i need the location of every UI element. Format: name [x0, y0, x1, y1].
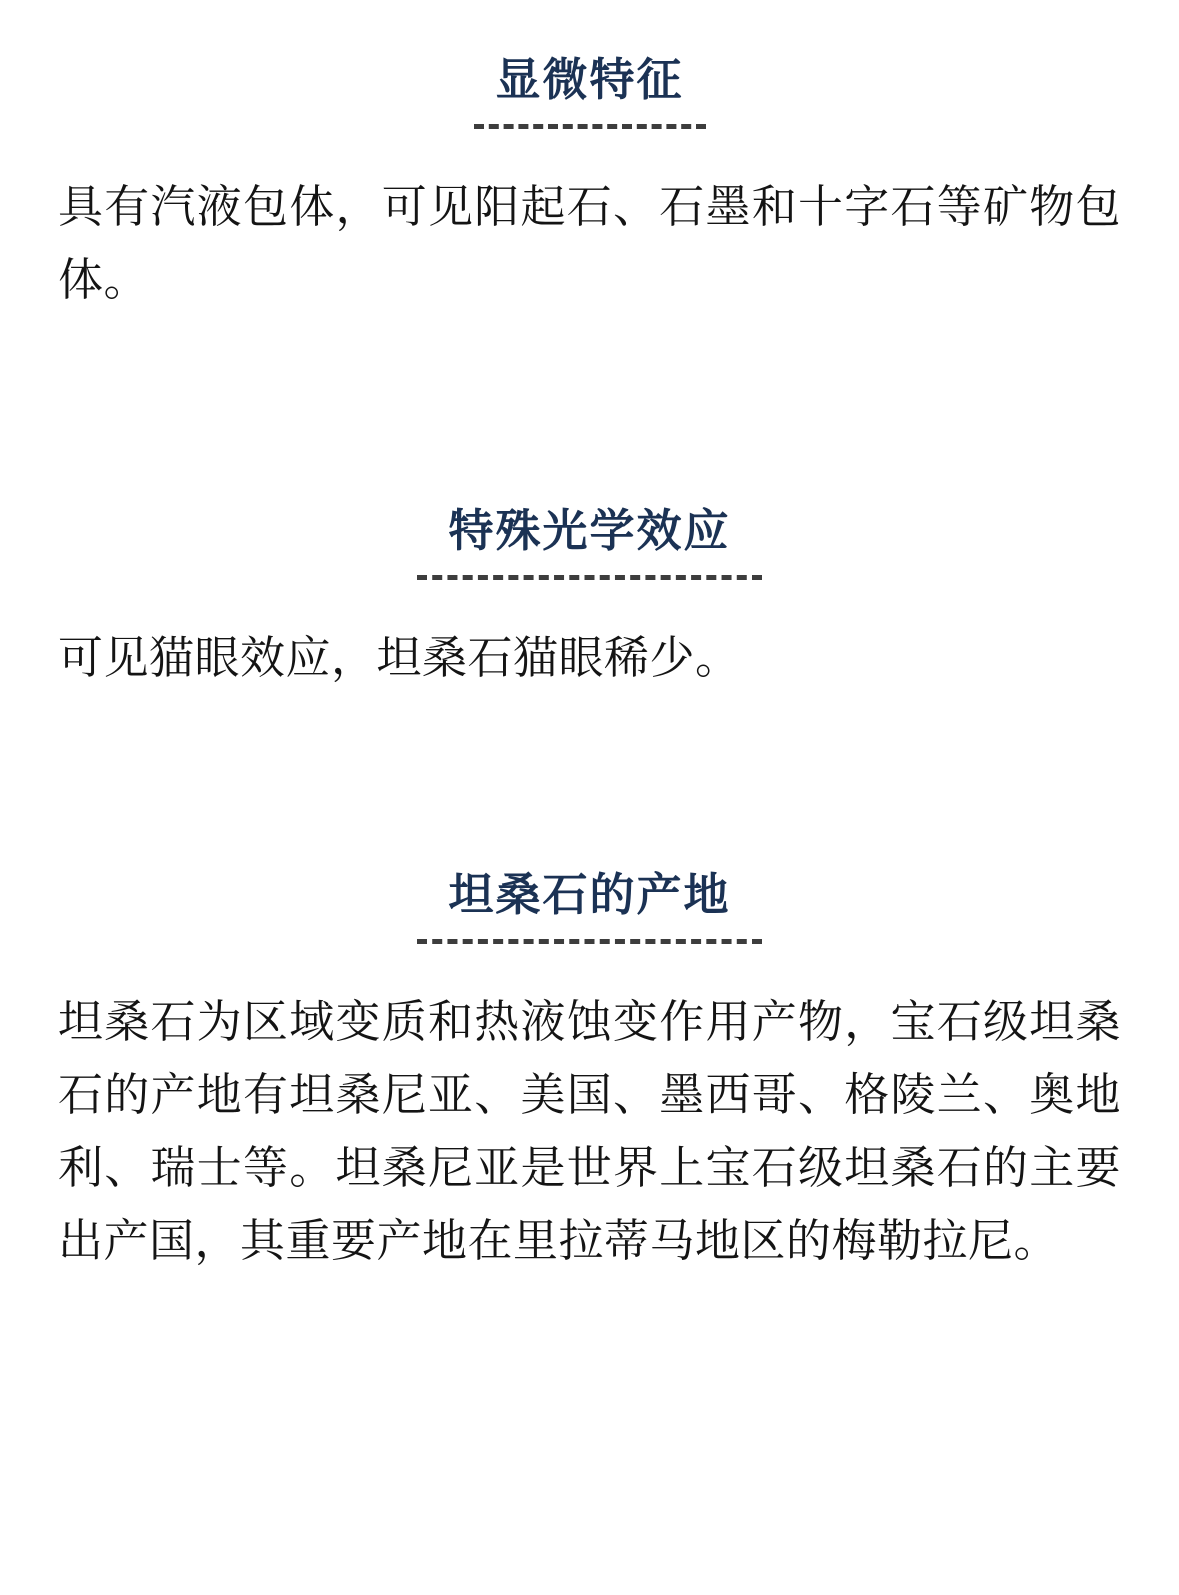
- spacer: [58, 129, 1121, 171]
- section-title: 特殊光学效应: [448, 505, 731, 557]
- section-header: [58, 867, 1121, 944]
- section-spacer: [58, 317, 1121, 503]
- section-title: 显微特征: [495, 54, 684, 105]
- section-title: 坦桑石的产地: [448, 869, 731, 921]
- section-tanzanite-origin: [58, 867, 1121, 1278]
- bottom-spacer: [58, 1278, 1121, 1286]
- section-spacer: [58, 695, 1121, 867]
- section-special-optical-effects: [58, 503, 1121, 695]
- section-body-text: 坦桑石为区域变质和热液蚀变作用产物，宝石级坦桑石的产地有坦桑尼亚、美国、墨西哥、格陵兰、奥地利、瑞士等。坦桑尼亚是世界上宝石级坦桑石的主要出产国，其重要产地在里拉蒂马地区的梅勒拉尼。: [58, 996, 1121, 1267]
- spacer: [58, 944, 1121, 986]
- section-microscopic-features: [58, 52, 1121, 317]
- section-header: [58, 52, 1121, 129]
- section-header: [58, 503, 1121, 580]
- spacer: [58, 580, 1121, 622]
- section-body-text: 可见猫眼效应，坦桑石猫眼稀少。: [58, 632, 741, 684]
- section-body-text: 具有汽液包体，可见阳起石、石墨和十字石等矿物包体。: [58, 181, 1121, 306]
